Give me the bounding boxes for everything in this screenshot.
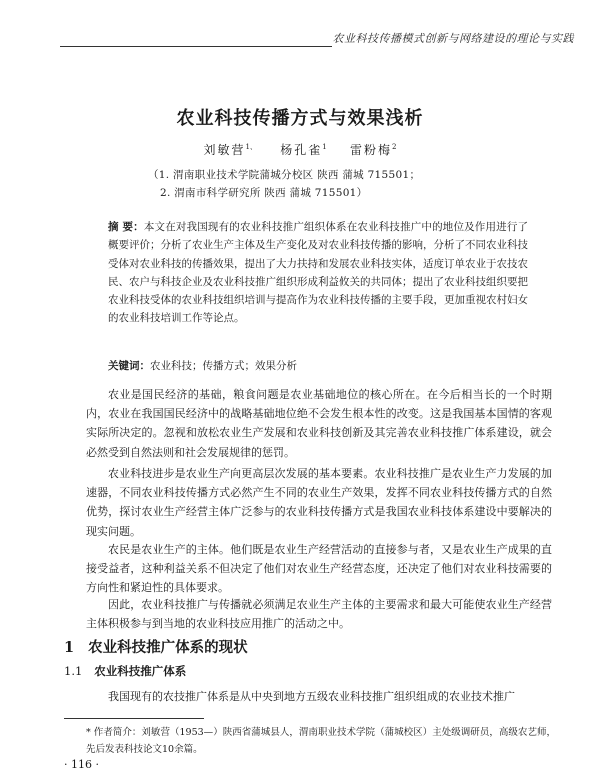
author-name: 刘敏营 — [203, 143, 246, 157]
abstract — [108, 218, 528, 328]
author-footnote: * 作者简介：刘敏营（1953—）陕西省蒲城县人，渭南职业技术学院（蒲城校区）主处级调研员，高级农艺师，先后发表科技论文10余篇。 — [86, 727, 556, 755]
subsection-heading — [64, 663, 186, 679]
abstract-label: 摘 要： — [108, 221, 144, 233]
subsection-title: 农业科技推广体系 — [94, 664, 187, 678]
author-sup: 1 — [322, 143, 327, 151]
section-heading — [64, 636, 248, 657]
affiliation-2: 2. 渭南市科学研究所 陕西 蒲城 715501） — [160, 187, 368, 199]
abstract-text: 本文在对我国现有的农业科技推广组织体系在农业科技推广中的地位及作用进行了概要评价；分析了农业生产主体及生产变化及对农业科技传播的影响，分析了不同农业科技受体对农业科技的传播效果，提出了大力扶持和发展农业科技实体，适度订单农业于农技农民、农户与科技企业及农业科技推广组织形成利益攸关的共同体；提出了农业科技组织要把农业科技受体的农业科技组织培训与提高作为农业科技传播的主要手段，更加重视农村妇女的农业科技培训工作等论点。 — [108, 221, 528, 325]
header-rule — [60, 46, 332, 47]
affiliation-1: （1. 渭南职业技术学院蒲城分校区 陕西 蒲城 715501； — [148, 169, 421, 181]
body-paragraph: 农业科技进步是农业生产向更高层次发展的基本要素。农业科技推广是农业生产力发展的加速器，不同农业科技传播方式必然产生不同的农业生产效果，发挥不同农业科技传播方式的自然优势，探讨农业生产经营主体广泛参与的农业科技传播方式是我国农业科技体系建设中要解决的现实问题。 — [86, 467, 552, 538]
author-name: 杨孔雀 — [280, 143, 323, 157]
running-header: 农业科技传播模式创新与网络建设的理论与实践 — [332, 32, 574, 45]
subsection-number: 1.1 — [64, 664, 83, 678]
author-sup: 2 — [392, 143, 397, 151]
page-number: · 116 · — [64, 758, 99, 771]
body-paragraph: 农民是农业生产的主体。他们既是农业生产经营活动的直接参与者，又是农业生产成果的直接受益者，这种利益关系不但决定了他们对农业生产经营态度，还决定了他们对农业科技需要的方向性和紧迫性的具体要求。 — [86, 543, 552, 595]
body-paragraph: 因此，农业科技推广与传播就必须满足农业生产主体的主要需求和最大可能使农业生产经营主体积极参与到当地的农业科技应用推广的活动之中。 — [86, 598, 552, 631]
article-title: 农业科技传播方式与效果浅析 — [176, 108, 424, 129]
author-list — [0, 141, 600, 158]
section-number: 1 — [64, 639, 75, 656]
footnote-rule — [64, 718, 204, 719]
subsection-paragraph: 我国现有的农技推广体系是从中央到地方五级农业科技推广组织组成的农业技术推广 — [108, 690, 515, 703]
keywords-label: 关键词： — [108, 360, 150, 372]
keywords — [108, 358, 297, 373]
keywords-text: 农业科技；传播方式；效果分析 — [150, 360, 297, 372]
author-name: 雷粉梅 — [350, 143, 393, 157]
author-sup: 1、 — [245, 143, 257, 151]
section-title: 农业科技推广体系的现状 — [88, 639, 248, 656]
body-paragraph: 农业是国民经济的基础，粮食问题是农业基础地位的核心所在。在今后相当长的一个时期内，农业在我国国民经济中的战略基础地位绝不会发生根本性的改变。这是我国基本国情的客观实际所决定的。忽视和放松农业生产发展和农业科技创新及其完善农业科技推广体系建设，就会必然受到自然法则和社会发展规律的惩罚。 — [86, 388, 552, 459]
